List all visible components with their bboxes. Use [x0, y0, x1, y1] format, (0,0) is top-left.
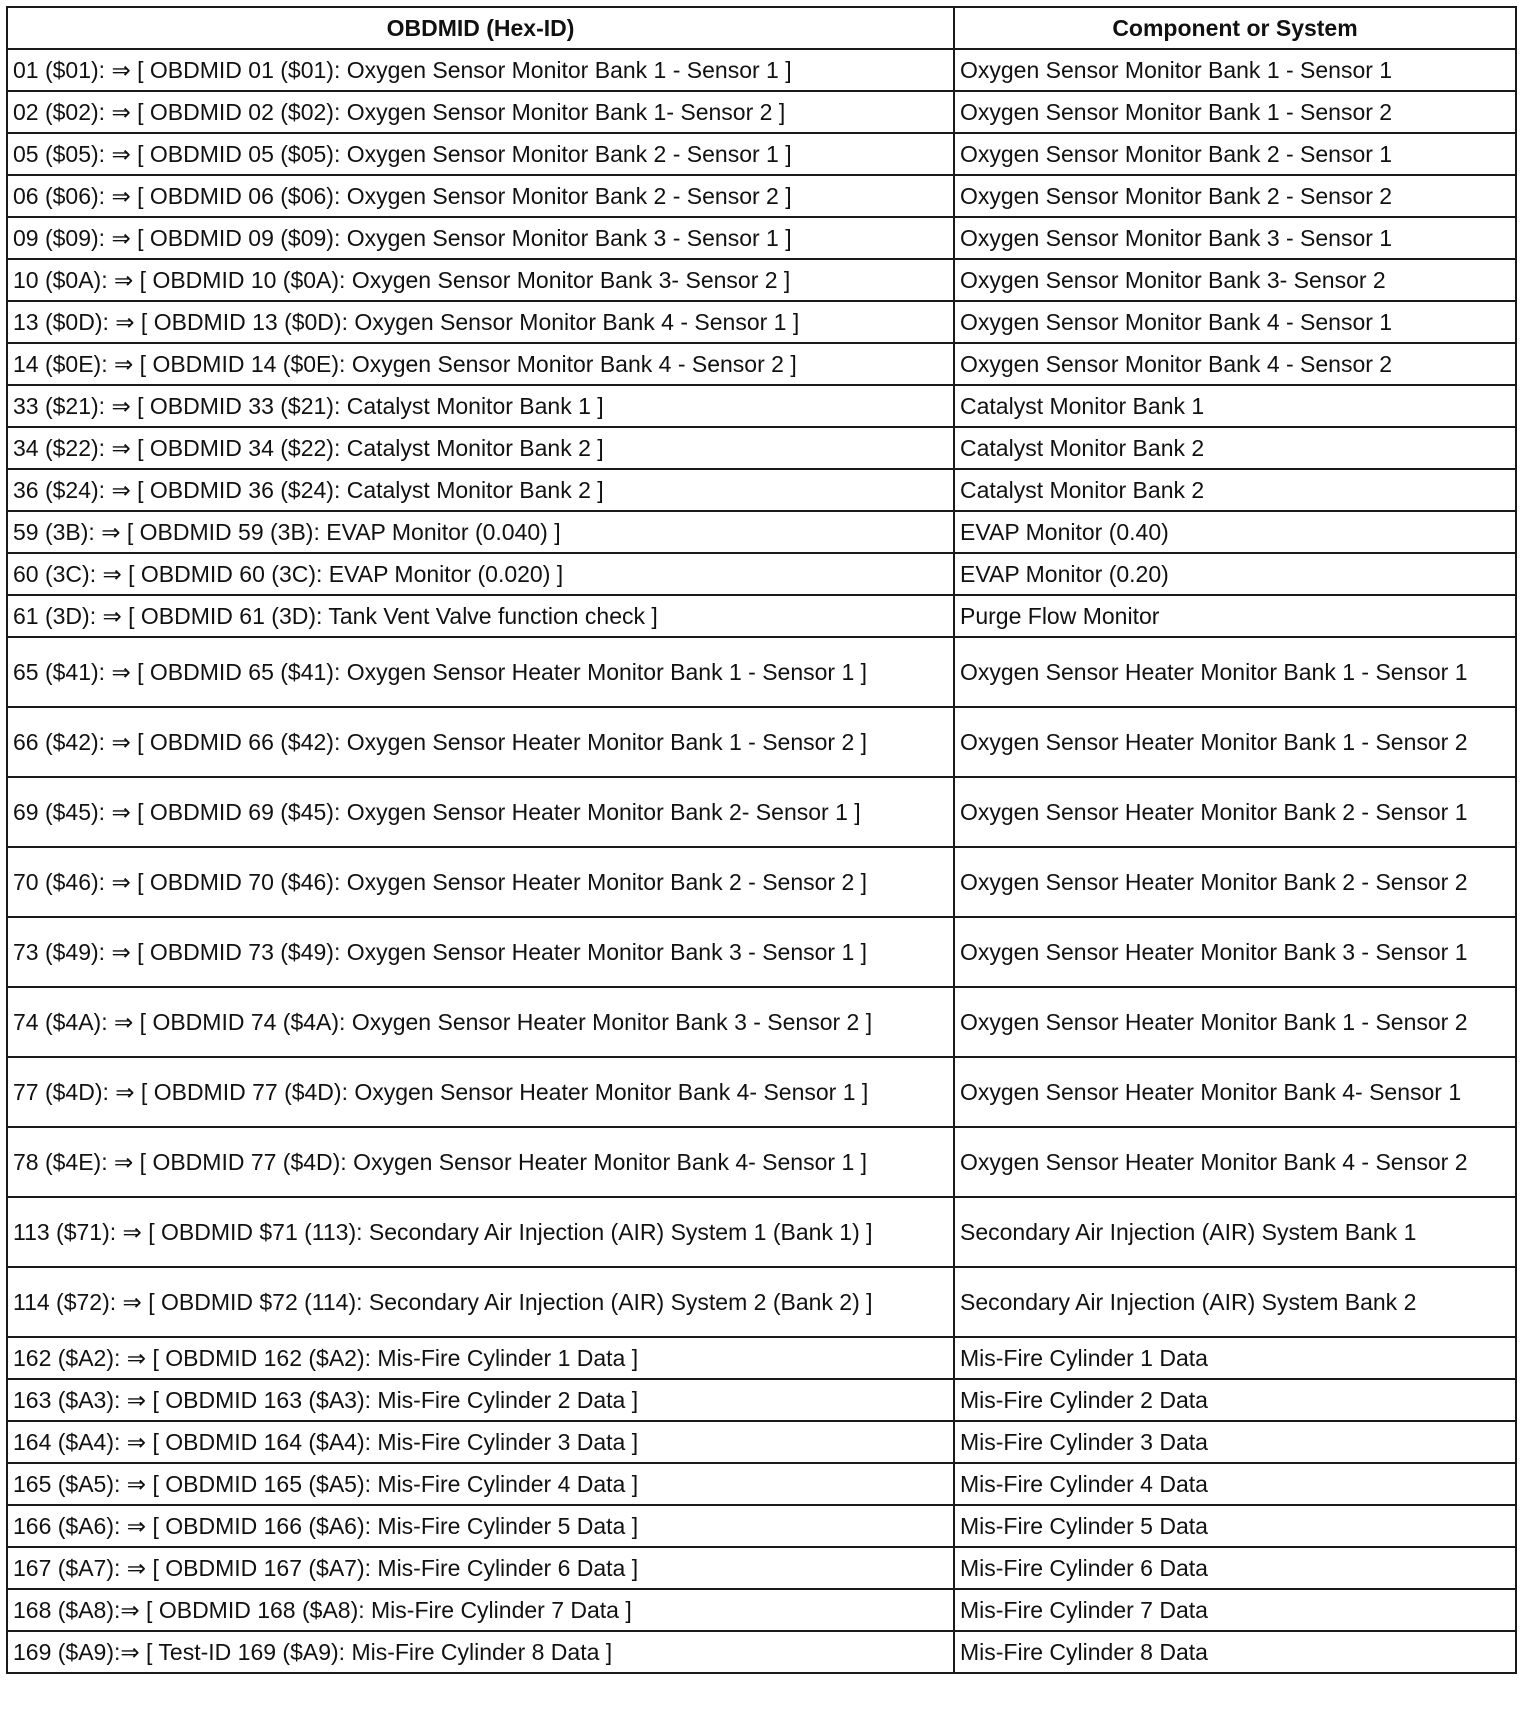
table-row — [7, 343, 1516, 385]
table-row — [7, 259, 1516, 301]
table-row — [7, 1197, 1516, 1267]
table-body — [7, 49, 1516, 1673]
component-cell: Secondary Air Injection (AIR) System Bank 1 — [954, 1197, 1516, 1267]
component-cell: Purge Flow Monitor — [954, 595, 1516, 637]
table-row — [7, 1589, 1516, 1631]
obdmid-cell: 169 ($A9):⇒ [ Test-ID 169 ($A9): Mis-Fire Cylinder 8 Data ] — [7, 1631, 954, 1673]
obdmid-cell: 163 ($A3): ⇒ [ OBDMID 163 ($A3): Mis-Fire Cylinder 2 Data ] — [7, 1379, 954, 1421]
obdmid-cell: 167 ($A7): ⇒ [ OBDMID 167 ($A7): Mis-Fire Cylinder 6 Data ] — [7, 1547, 954, 1589]
obdmid-cell: 113 ($71): ⇒ [ OBDMID $71 (113): Secondary Air Injection (AIR) System 1 (Bank 1) ] — [7, 1197, 954, 1267]
table-row — [7, 1267, 1516, 1337]
component-cell: Oxygen Sensor Monitor Bank 1 - Sensor 1 — [954, 49, 1516, 91]
component-cell: Oxygen Sensor Heater Monitor Bank 2 - Sensor 2 — [954, 847, 1516, 917]
obdmid-cell: 73 ($49): ⇒ [ OBDMID 73 ($49): Oxygen Sensor Heater Monitor Bank 3 - Sensor 1 ] — [7, 917, 954, 987]
component-cell: Oxygen Sensor Monitor Bank 1 - Sensor 2 — [954, 91, 1516, 133]
component-cell: Oxygen Sensor Heater Monitor Bank 3 - Sensor 1 — [954, 917, 1516, 987]
obdmid-cell: 162 ($A2): ⇒ [ OBDMID 162 ($A2): Mis-Fire Cylinder 1 Data ] — [7, 1337, 954, 1379]
component-cell: Oxygen Sensor Heater Monitor Bank 1 - Sensor 2 — [954, 707, 1516, 777]
table-row — [7, 91, 1516, 133]
table-row — [7, 553, 1516, 595]
component-cell: Oxygen Sensor Heater Monitor Bank 1 - Sensor 1 — [954, 637, 1516, 707]
component-cell: Mis-Fire Cylinder 6 Data — [954, 1547, 1516, 1589]
component-cell: Oxygen Sensor Heater Monitor Bank 4- Sensor 1 — [954, 1057, 1516, 1127]
obdmid-cell: 06 ($06): ⇒ [ OBDMID 06 ($06): Oxygen Sensor Monitor Bank 2 - Sensor 2 ] — [7, 175, 954, 217]
component-cell: Oxygen Sensor Heater Monitor Bank 1 - Sensor 2 — [954, 987, 1516, 1057]
header-component: Component or System — [954, 7, 1516, 49]
obdmid-cell: 74 ($4A): ⇒ [ OBDMID 74 ($4A): Oxygen Sensor Heater Monitor Bank 3 - Sensor 2 ] — [7, 987, 954, 1057]
table-row — [7, 917, 1516, 987]
component-cell: Oxygen Sensor Monitor Bank 2 - Sensor 1 — [954, 133, 1516, 175]
obdmid-cell: 05 ($05): ⇒ [ OBDMID 05 ($05): Oxygen Sensor Monitor Bank 2 - Sensor 1 ] — [7, 133, 954, 175]
obdmid-cell: 02 ($02): ⇒ [ OBDMID 02 ($02): Oxygen Sensor Monitor Bank 1- Sensor 2 ] — [7, 91, 954, 133]
component-cell: Mis-Fire Cylinder 8 Data — [954, 1631, 1516, 1673]
table-row — [7, 1421, 1516, 1463]
component-cell: Mis-Fire Cylinder 1 Data — [954, 1337, 1516, 1379]
obdmid-cell: 10 ($0A): ⇒ [ OBDMID 10 ($0A): Oxygen Sensor Monitor Bank 3- Sensor 2 ] — [7, 259, 954, 301]
obdmid-cell: 70 ($46): ⇒ [ OBDMID 70 ($46): Oxygen Sensor Heater Monitor Bank 2 - Sensor 2 ] — [7, 847, 954, 917]
obdmid-cell: 69 ($45): ⇒ [ OBDMID 69 ($45): Oxygen Sensor Heater Monitor Bank 2- Sensor 1 ] — [7, 777, 954, 847]
component-cell: Catalyst Monitor Bank 2 — [954, 427, 1516, 469]
component-cell: Mis-Fire Cylinder 3 Data — [954, 1421, 1516, 1463]
table-row — [7, 1127, 1516, 1197]
obdmid-cell: 34 ($22): ⇒ [ OBDMID 34 ($22): Catalyst Monitor Bank 2 ] — [7, 427, 954, 469]
obdmid-cell: 65 ($41): ⇒ [ OBDMID 65 ($41): Oxygen Sensor Heater Monitor Bank 1 - Sensor 1 ] — [7, 637, 954, 707]
table-row — [7, 1057, 1516, 1127]
component-cell: Oxygen Sensor Monitor Bank 4 - Sensor 2 — [954, 343, 1516, 385]
table-row — [7, 1379, 1516, 1421]
obdmid-cell: 66 ($42): ⇒ [ OBDMID 66 ($42): Oxygen Sensor Heater Monitor Bank 1 - Sensor 2 ] — [7, 707, 954, 777]
table-row — [7, 637, 1516, 707]
component-cell: Mis-Fire Cylinder 7 Data — [954, 1589, 1516, 1631]
component-cell: Mis-Fire Cylinder 4 Data — [954, 1463, 1516, 1505]
table-row — [7, 847, 1516, 917]
component-cell: Catalyst Monitor Bank 2 — [954, 469, 1516, 511]
table-row — [7, 469, 1516, 511]
component-cell: Catalyst Monitor Bank 1 — [954, 385, 1516, 427]
table-row — [7, 777, 1516, 847]
obdmid-table — [6, 6, 1517, 1674]
table-header-row — [7, 7, 1516, 49]
component-cell: Mis-Fire Cylinder 5 Data — [954, 1505, 1516, 1547]
obdmid-cell: 166 ($A6): ⇒ [ OBDMID 166 ($A6): Mis-Fire Cylinder 5 Data ] — [7, 1505, 954, 1547]
obdmid-cell: 165 ($A5): ⇒ [ OBDMID 165 ($A5): Mis-Fire Cylinder 4 Data ] — [7, 1463, 954, 1505]
component-cell: Mis-Fire Cylinder 2 Data — [954, 1379, 1516, 1421]
obdmid-cell: 164 ($A4): ⇒ [ OBDMID 164 ($A4): Mis-Fire Cylinder 3 Data ] — [7, 1421, 954, 1463]
table-row — [7, 133, 1516, 175]
table-row — [7, 1631, 1516, 1673]
table-row — [7, 1463, 1516, 1505]
obdmid-cell: 168 ($A8):⇒ [ OBDMID 168 ($A8): Mis-Fire Cylinder 7 Data ] — [7, 1589, 954, 1631]
obdmid-cell: 77 ($4D): ⇒ [ OBDMID 77 ($4D): Oxygen Sensor Heater Monitor Bank 4- Sensor 1 ] — [7, 1057, 954, 1127]
obdmid-cell: 59 (3B): ⇒ [ OBDMID 59 (3B): EVAP Monitor (0.040) ] — [7, 511, 954, 553]
table-row — [7, 707, 1516, 777]
obdmid-cell: 14 ($0E): ⇒ [ OBDMID 14 ($0E): Oxygen Sensor Monitor Bank 4 - Sensor 2 ] — [7, 343, 954, 385]
component-cell: Oxygen Sensor Heater Monitor Bank 4 - Sensor 2 — [954, 1127, 1516, 1197]
component-cell: Oxygen Sensor Monitor Bank 2 - Sensor 2 — [954, 175, 1516, 217]
obdmid-cell: 33 ($21): ⇒ [ OBDMID 33 ($21): Catalyst Monitor Bank 1 ] — [7, 385, 954, 427]
table-row — [7, 217, 1516, 259]
table-row — [7, 511, 1516, 553]
component-cell: EVAP Monitor (0.20) — [954, 553, 1516, 595]
obdmid-cell: 60 (3C): ⇒ [ OBDMID 60 (3C): EVAP Monitor (0.020) ] — [7, 553, 954, 595]
component-cell: Oxygen Sensor Heater Monitor Bank 2 - Sensor 1 — [954, 777, 1516, 847]
component-cell: EVAP Monitor (0.40) — [954, 511, 1516, 553]
table-row — [7, 1547, 1516, 1589]
obdmid-cell: 114 ($72): ⇒ [ OBDMID $72 (114): Secondary Air Injection (AIR) System 2 (Bank 2) ] — [7, 1267, 954, 1337]
obdmid-cell: 01 ($01): ⇒ [ OBDMID 01 ($01): Oxygen Sensor Monitor Bank 1 - Sensor 1 ] — [7, 49, 954, 91]
component-cell: Oxygen Sensor Monitor Bank 3- Sensor 2 — [954, 259, 1516, 301]
table-row — [7, 1505, 1516, 1547]
obdmid-cell: 36 ($24): ⇒ [ OBDMID 36 ($24): Catalyst Monitor Bank 2 ] — [7, 469, 954, 511]
table-row — [7, 175, 1516, 217]
table-row — [7, 385, 1516, 427]
header-obdmid: OBDMID (Hex-ID) — [7, 7, 954, 49]
table-row — [7, 301, 1516, 343]
table-row — [7, 987, 1516, 1057]
table-row — [7, 427, 1516, 469]
table-row — [7, 1337, 1516, 1379]
obdmid-cell: 78 ($4E): ⇒ [ OBDMID 77 ($4D): Oxygen Sensor Heater Monitor Bank 4- Sensor 1 ] — [7, 1127, 954, 1197]
table-row — [7, 595, 1516, 637]
component-cell: Secondary Air Injection (AIR) System Bank 2 — [954, 1267, 1516, 1337]
obdmid-cell: 09 ($09): ⇒ [ OBDMID 09 ($09): Oxygen Sensor Monitor Bank 3 - Sensor 1 ] — [7, 217, 954, 259]
table-row — [7, 49, 1516, 91]
obdmid-cell: 61 (3D): ⇒ [ OBDMID 61 (3D): Tank Vent Valve function check ] — [7, 595, 954, 637]
component-cell: Oxygen Sensor Monitor Bank 4 - Sensor 1 — [954, 301, 1516, 343]
component-cell: Oxygen Sensor Monitor Bank 3 - Sensor 1 — [954, 217, 1516, 259]
obdmid-cell: 13 ($0D): ⇒ [ OBDMID 13 ($0D): Oxygen Sensor Monitor Bank 4 - Sensor 1 ] — [7, 301, 954, 343]
